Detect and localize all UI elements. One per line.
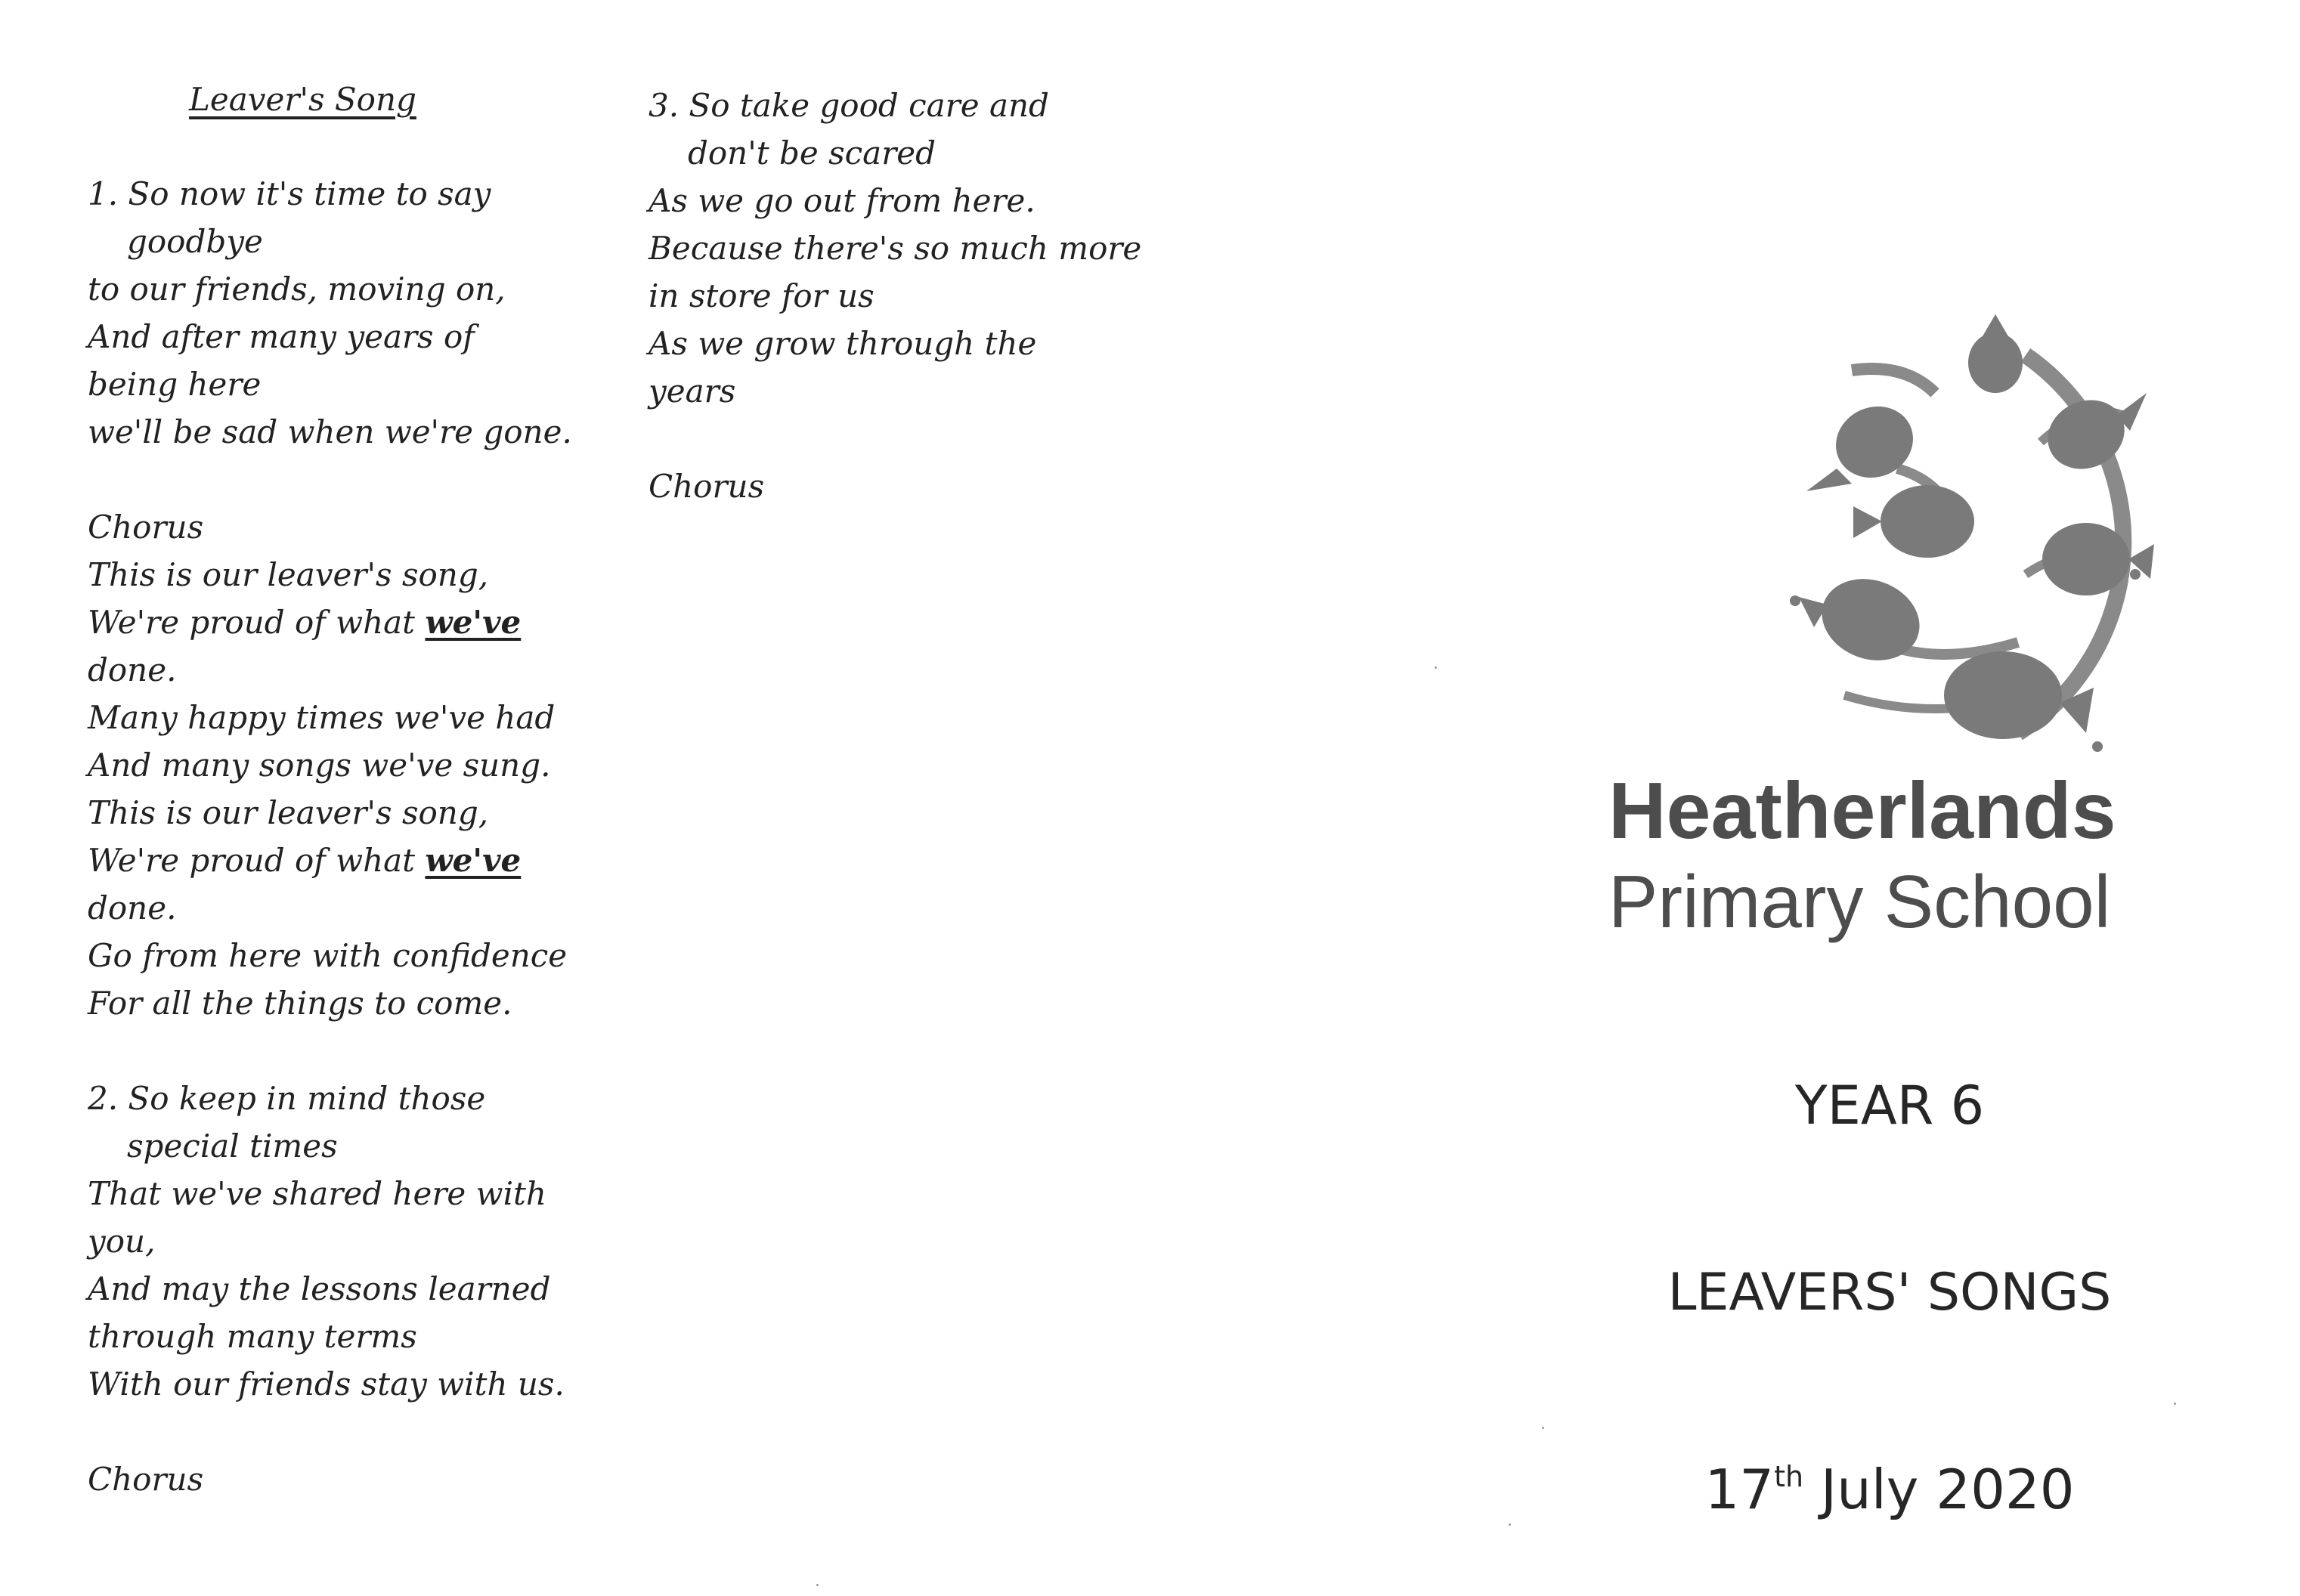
school-name [1608, 765, 2183, 946]
chorus-line-text: We're proud of what [88, 604, 426, 641]
verse-line: special times [127, 1127, 338, 1165]
verse-line: That we've shared here with [88, 1175, 546, 1212]
verse-line: we'll be sad when we're gone. [88, 413, 572, 450]
verse-line: years [649, 373, 736, 410]
chorus-reference: Chorus [88, 1461, 204, 1498]
lyrics-column-middle [649, 82, 1142, 510]
verse-line: in store for us [649, 277, 874, 314]
chorus-line: Many happy times we've had [88, 699, 556, 736]
chorus-label: Chorus [88, 509, 204, 546]
chorus-line: And many songs we've sung. [88, 747, 551, 784]
chorus-line: done. [88, 651, 177, 688]
school-name-line-1: Heatherlands [1608, 766, 2116, 855]
scan-speck [1542, 1427, 1544, 1429]
verse-line: With our friends stay with us. [88, 1366, 565, 1403]
verse-line: As we grow through the [649, 325, 1037, 362]
chorus-line: done. [88, 889, 177, 926]
scan-speck [2174, 1403, 2176, 1405]
chorus-line [88, 598, 556, 646]
verse-line: you, [88, 1223, 156, 1260]
stanza-gap [88, 456, 556, 503]
scan-speck [1435, 667, 1437, 669]
verse-line: 1. So now it's time to say [88, 175, 491, 212]
scan-speck [816, 1584, 819, 1586]
chorus-line: This is our leaver's song, [88, 556, 489, 593]
stanza-gap [649, 415, 1132, 462]
scan-speck [1509, 1523, 1511, 1526]
verse-line: Because there's so much more [649, 230, 1142, 267]
verse-line: being here [88, 366, 262, 403]
verse-2 [88, 1075, 565, 1408]
booklet-subtitle: LEAVERS' SONGS [1667, 1263, 2112, 1322]
school-name-line-2: Primary School [1608, 860, 2111, 943]
fish-tree-logo-icon [1769, 310, 2162, 763]
chorus-line: Go from here with confidence [88, 937, 568, 974]
verse-line: don't be scared [688, 135, 936, 172]
date-month-year: July 2020 [1803, 1458, 2075, 1521]
chorus-line: This is our leaver's song, [88, 794, 489, 831]
chorus-emphasis: we've [425, 842, 522, 879]
verse-line: And may the lessons learned [88, 1270, 551, 1307]
verse-line: 2. So keep in mind those [88, 1080, 486, 1117]
verse-line: to our friends, moving on, [88, 271, 506, 308]
stanza-gap [88, 1408, 556, 1455]
date-suffix: th [1774, 1460, 1804, 1493]
song-title: Leaver's Song [189, 81, 416, 118]
verse-line: through many terms [88, 1318, 417, 1355]
verse-line: And after many years of [88, 318, 475, 355]
verse-line: As we go out from here. [649, 182, 1035, 219]
chorus-line: For all the things to come. [88, 985, 512, 1022]
verse-line: goodbye [127, 223, 263, 260]
verse-1 [88, 170, 572, 456]
verse-line: 3. So take good care and [649, 87, 1049, 124]
chorus-line [88, 837, 556, 884]
event-date [1587, 1442, 2192, 1527]
chorus-emphasis: we've [425, 604, 522, 641]
stanza-gap [88, 1027, 556, 1075]
chorus-line-text: We're proud of what [88, 842, 426, 879]
verse-3 [649, 82, 1142, 415]
year-heading: YEAR 6 [1794, 1075, 1985, 1137]
date-day: 17 [1704, 1458, 1775, 1521]
chorus-reference: Chorus [649, 468, 765, 505]
chorus [88, 503, 568, 1027]
lyrics-column-left [88, 76, 572, 1503]
